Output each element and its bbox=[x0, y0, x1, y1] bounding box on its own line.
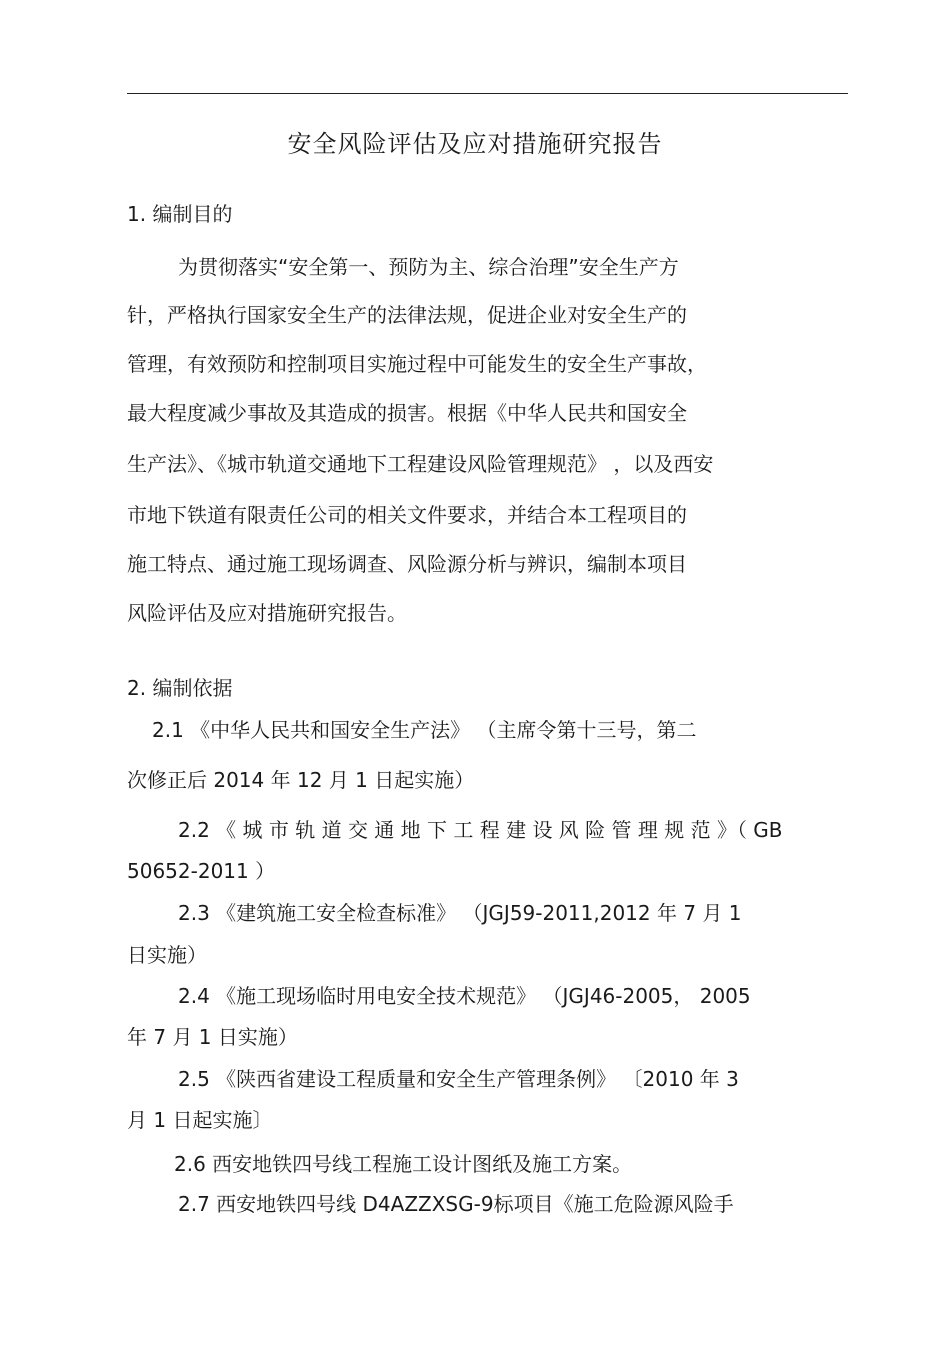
top-rule bbox=[127, 93, 848, 94]
reference-item: 次修正后 2014 年 12 月 1 日起实施） bbox=[127, 768, 475, 792]
reference-item: 月 1 日起实施〕 bbox=[127, 1108, 273, 1132]
reference-item: 2.6 西安地铁四号线工程施工设计图纸及施工方案。 bbox=[174, 1152, 633, 1176]
reference-item: 2.4 《施工现场临时用电安全技术规范》 （JGJ46-2005， 2005 bbox=[178, 984, 751, 1008]
reference-item: 50652-2011 ） bbox=[127, 859, 276, 883]
reference-item: 2.7 西安地铁四号线 D4AZZXSG-9标项目《施工危险源风险手 bbox=[178, 1192, 734, 1216]
reference-item: 2.1 《中华人民共和国安全生产法》 （主席令第十三号，第二 bbox=[152, 718, 697, 742]
paragraph-line: 施工特点、通过施工现场调查、风险源分析与辨识，编制本项目 bbox=[127, 552, 687, 576]
paragraph-line: 为贯彻落实“安全第一、预防为主、综合治理”安全生产方 bbox=[178, 255, 679, 279]
document-title: 安全风险评估及应对措施研究报告 bbox=[287, 130, 663, 158]
paragraph-line: 针，严格执行国家安全生产的法律法规，促进企业对安全生产的 bbox=[127, 303, 687, 327]
reference-item: 2.2 《 城 市 轨 道 交 通 地 下 工 程 建 设 风 险 管 理 规 范 》（ GB bbox=[178, 818, 783, 842]
paragraph-line: 风险评估及应对措施研究报告。 bbox=[127, 601, 407, 625]
section2-heading: 2. 编制依据 bbox=[127, 676, 233, 700]
paragraph-line: 生产法》、《城市轨道交通地下工程建设风险管理规范》 ，以及西安 bbox=[127, 452, 714, 476]
reference-item: 2.5 《陕西省建设工程质量和安全生产管理条例》 〔2010 年 3 bbox=[178, 1067, 739, 1091]
reference-item: 2.3 《建筑施工安全检查标准》 （JGJ59-2011,2012 年 7 月 1 bbox=[178, 901, 742, 925]
section1-heading: 1. 编制目的 bbox=[127, 202, 233, 226]
paragraph-line: 管理，有效预防和控制项目实施过程中可能发生的安全生产事故， bbox=[127, 352, 707, 376]
paragraph-line: 最大程度减少事故及其造成的损害。根据《中华人民共和国安全 bbox=[127, 401, 687, 425]
reference-item: 年 7 月 1 日实施） bbox=[127, 1025, 298, 1049]
paragraph-line: 市地下铁道有限责任公司的相关文件要求，并结合本工程项目的 bbox=[127, 503, 687, 527]
reference-item: 日实施） bbox=[127, 943, 207, 967]
